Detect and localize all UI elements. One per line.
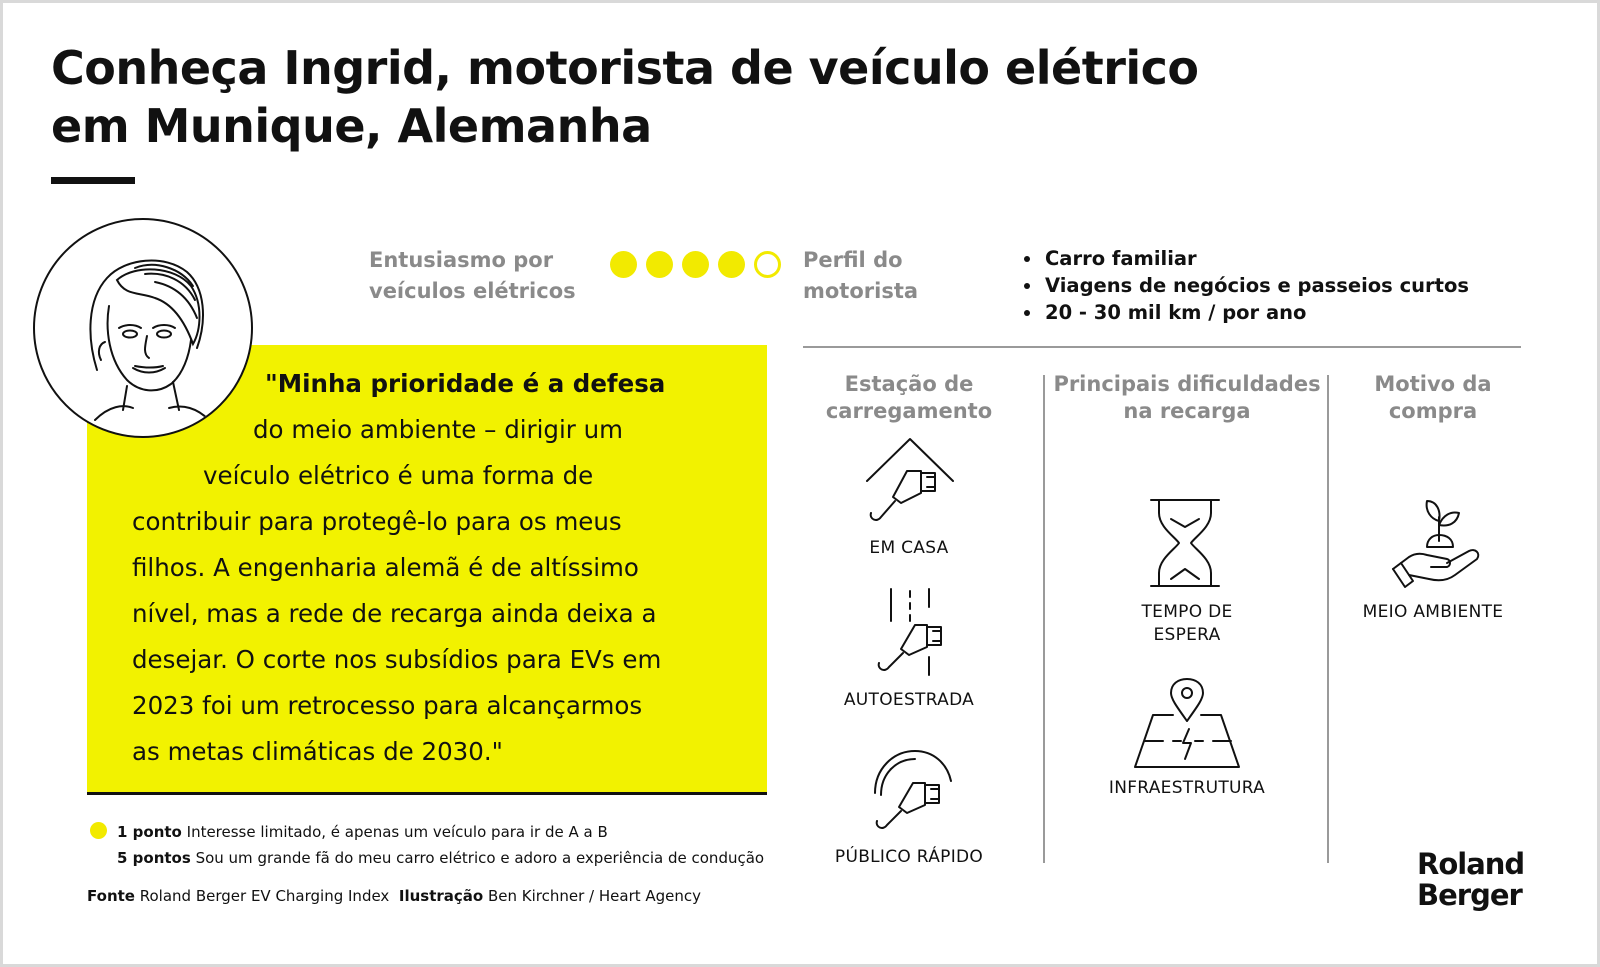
motive-item-environment: MEIO AMBIENTE xyxy=(1362,602,1504,622)
enthusiasm-label-line-2: veículos elétricos xyxy=(369,279,576,303)
legend-five-bold: 5 pontos xyxy=(117,849,191,867)
difficulty-item-wait-line-1: TEMPO DE xyxy=(1141,602,1233,622)
rating-dot-empty xyxy=(754,251,781,278)
portrait-illustration xyxy=(35,220,251,436)
rating-dot-filled xyxy=(682,251,709,278)
rating-dot-filled xyxy=(646,251,673,278)
rating-dot-filled xyxy=(610,251,637,278)
enthusiasm-rating xyxy=(610,251,781,278)
charging-head-line-2: carregamento xyxy=(825,399,993,423)
difficulty-item-wait-line-2: ESPERA xyxy=(1153,625,1221,645)
difficulties-head-line-1: Principais dificuldades xyxy=(1053,372,1321,396)
profile-label-line-1: Perfil do xyxy=(803,248,903,272)
difficulties-column-header xyxy=(1049,371,1325,425)
quote-line: as metas climáticas de 2030." xyxy=(132,737,503,766)
charging-column-header xyxy=(809,371,1009,425)
source-label: Fonte xyxy=(87,887,135,905)
illustration-text: Ben Kirchner / Heart Agency xyxy=(487,887,702,905)
title-underline xyxy=(51,177,135,184)
fast-public-charger-icon xyxy=(867,745,953,837)
legend-dot-icon xyxy=(90,822,107,839)
hand-plant-icon xyxy=(1391,497,1483,589)
enthusiasm-label xyxy=(369,245,576,307)
hourglass-icon xyxy=(1149,497,1221,589)
section-divider xyxy=(803,346,1521,348)
quote-line: nível, mas a rede de recarga ainda deixa a xyxy=(132,599,657,628)
logo-line-2: Berger xyxy=(1417,878,1522,912)
logo-line-1: Roland xyxy=(1417,847,1525,881)
highway-charger-icon xyxy=(869,587,951,677)
profile-label xyxy=(803,245,918,307)
profile-item: • Viagens de negócios e passeios curtos xyxy=(1043,272,1469,299)
profile-item: • Carro familiar xyxy=(1043,245,1469,272)
portrait-avatar xyxy=(33,218,253,438)
difficulties-head-line-2: na recarga xyxy=(1123,399,1251,423)
difficulty-item-infrastructure: INFRAESTRUTURA xyxy=(1108,778,1266,798)
roland-berger-logo xyxy=(1417,849,1524,911)
profile-list xyxy=(1021,245,1469,326)
page-title xyxy=(51,39,1199,155)
enthusiasm-label-line-1: Entusiasmo por xyxy=(369,248,554,272)
quote-line: do meio ambiente – dirigir um xyxy=(253,415,624,444)
motive-column-header xyxy=(1343,371,1523,425)
quote-line: filhos. A engenharia alemã é de altíssimo xyxy=(132,553,639,582)
title-line-1: Conheça Ingrid, motorista de veículo elétrico xyxy=(51,41,1199,95)
profile-item: • 20 - 30 mil km / por ano xyxy=(1043,299,1469,326)
charging-item-home: EM CASA xyxy=(869,538,949,558)
title-line-2: em Munique, Alemanha xyxy=(51,99,652,153)
quote-line: 2023 foi um retrocesso para alcançarmos xyxy=(132,691,643,720)
infographic-frame xyxy=(3,3,1597,964)
motive-head-line-1: Motivo da xyxy=(1374,372,1492,396)
legend-one-bold: 1 ponto xyxy=(117,823,182,841)
column-divider xyxy=(1327,375,1329,863)
infrastructure-map-icon xyxy=(1133,677,1241,771)
quote-line: contribuir para protegê-lo para os meus xyxy=(132,507,622,536)
charging-head-line-1: Estação de xyxy=(844,372,974,396)
illustration-label: Ilustração xyxy=(398,887,484,905)
legend-five-text: Sou um grande fã do meu carro elétrico e adoro a experiência de condução xyxy=(195,849,765,867)
column-divider xyxy=(1043,375,1045,863)
quote-lead: "Minha prioridade é a defesa xyxy=(265,369,666,398)
credits-line xyxy=(87,886,701,906)
profile-label-line-2: motorista xyxy=(803,279,919,303)
legend-five-points xyxy=(117,848,764,868)
home-charger-icon xyxy=(863,435,957,527)
source-text: Roland Berger EV Charging Index xyxy=(139,887,390,905)
legend-one-point xyxy=(117,822,608,842)
quote-line: veículo elétrico é uma forma de xyxy=(203,461,594,490)
motive-head-line-2: compra xyxy=(1388,399,1478,423)
charging-item-highway: AUTOESTRADA xyxy=(843,690,975,710)
rating-dot-filled xyxy=(718,251,745,278)
quote-line: desejar. O corte nos subsídios para EVs em xyxy=(132,645,662,674)
charging-item-fast-public: PÚBLICO RÁPIDO xyxy=(834,847,984,867)
legend-one-text: Interesse limitado, é apenas um veículo para ir de A a B xyxy=(186,823,608,841)
